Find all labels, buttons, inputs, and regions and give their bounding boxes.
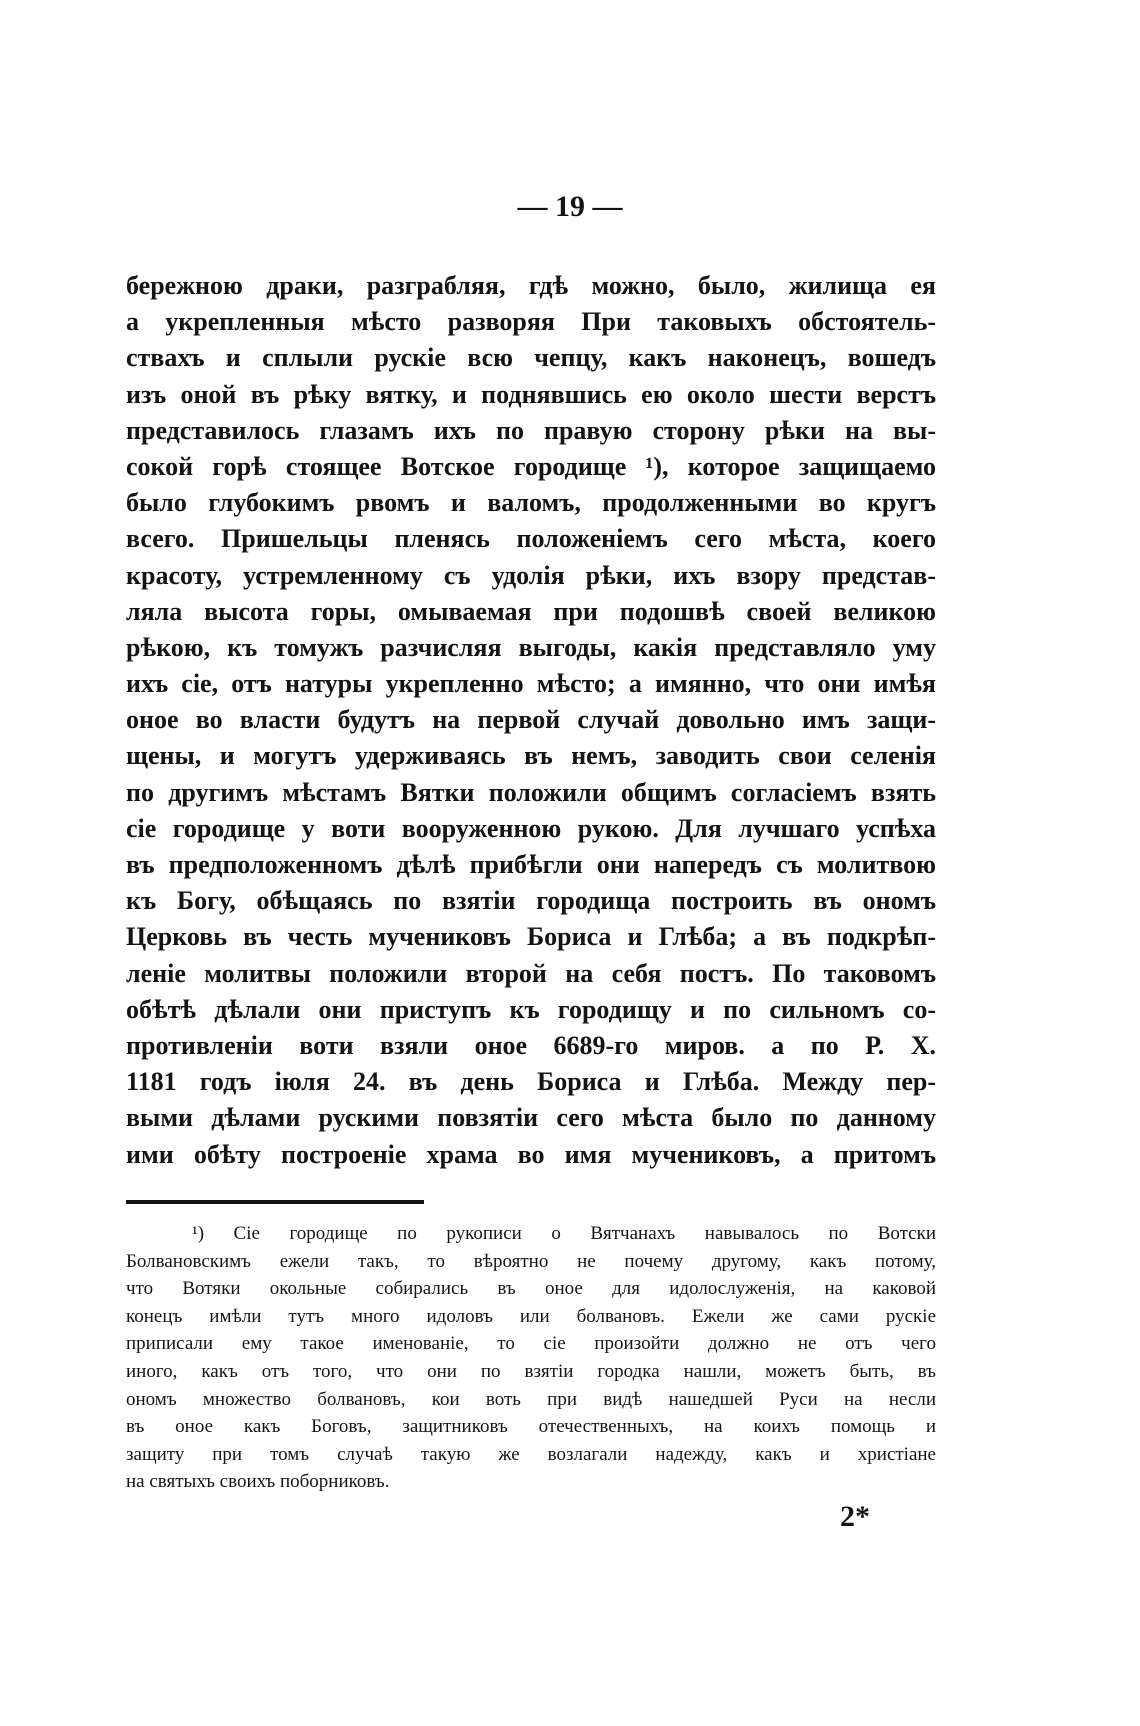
text-line: изъ оной въ рѣку вятку, и поднявшись ею около шести верстъ	[126, 379, 936, 409]
footnote-line: иного, какъ отъ того, что они по взятіи городка нашли, можетъ быть, въ	[126, 1360, 936, 1382]
text-line: по другимъ мѣстамъ Вятки положили общимъ согласіемъ взять	[126, 777, 936, 807]
footnote-line: на святыхъ своихъ поборниковъ.	[126, 1471, 390, 1493]
footnote-line: что Вотяки окольные собирались въ оное для идолослуженія, на каковой	[126, 1278, 936, 1300]
text-line: а укрепленныя мѣсто разворяя При таковыхъ обстоятель-	[126, 307, 936, 337]
text-line: представилось глазамъ ихъ по правую сторону рѣки на вы-	[126, 415, 936, 445]
text-line: щены, и могутъ удерживаясь въ немъ, заводить свои селенія	[126, 741, 936, 771]
footnote-line: въ оное какъ Боговъ, защитниковъ отечественныхъ, на коихъ помощь и	[126, 1416, 936, 1438]
text-line: всего. Пришельцы пленясь положеніемъ сего мѣста, коего	[126, 524, 936, 554]
text-line: въ предположенномъ дѣлѣ прибѣгли они напередъ съ молитвою	[126, 850, 936, 879]
text-line: леніе молитвы положили второй на себя постъ. По таковомъ	[126, 958, 936, 988]
text-line: ствахъ и сплыли рускіе всю чепцу, какъ наконецъ, вошедъ	[126, 343, 936, 373]
text-line: Церковь въ честь мучениковъ Бориса и Глѣба; а въ подкрѣп-	[126, 922, 936, 952]
signature-mark: 2*	[840, 1500, 870, 1533]
text-line: рѣкою, къ томужъ разчисляя выгоды, какія представляло уму	[126, 632, 936, 662]
text-line: было глубокимъ рвомъ и валомъ, продолженными во кругъ	[126, 488, 936, 518]
text-line: бережною драки, разграбляя, гдѣ можно, было, жилища ея	[126, 271, 936, 300]
footnote-divider	[126, 1200, 424, 1204]
footnote	[126, 1220, 936, 1496]
text-line: ляла высота горы, омываемая при подошвѣ своей великою	[126, 596, 936, 626]
text-line: выми дѣлами рускими повзятіи сего мѣста было по данному	[126, 1103, 936, 1133]
text-line: къ Богу, обѣщаясь по взятіи городища построить въ ономъ	[126, 886, 936, 916]
text-line: обѣтѣ дѣлали они приступъ къ городищу и по сильномъ со-	[126, 994, 936, 1024]
text-line: оное во власти будутъ на первой случай довольно имъ защи-	[126, 705, 936, 735]
text-line: ихъ сіе, отъ натуры укрепленно мѣсто; а имянно, что они имѣя	[126, 669, 936, 699]
text-line: ими обѣту построеніе храма во имя мучениковъ, а притомъ	[126, 1139, 936, 1169]
text-line: сіе городище у воти вооруженною рукою. Для лучшаго успѣха	[126, 813, 936, 843]
text-line: противленіи воти взяли оное 6689-го миров. а по Р. Х.	[126, 1030, 936, 1060]
footnote-line: ¹) Сіе городище по рукописи о Вятчанахъ навывалось по Вотски	[192, 1223, 936, 1244]
footnote-line: Болвановскимъ ежели такъ, то вѣроятно не почему другому, какъ потому,	[126, 1250, 936, 1272]
footnote-line: конецъ имѣли тутъ много идоловъ или болвановъ. Ежели же сами рускіе	[126, 1305, 936, 1327]
footnote-line: приписали ему такое именованіе, то сіе произойти должно не отъ чего	[126, 1333, 936, 1355]
page-number: — 19 —	[517, 190, 623, 223]
footnote-line: защиту при томъ случаѣ такую же возлагали надежду, какъ и христіане	[126, 1443, 936, 1465]
text-line: 1181 годъ іюля 24. въ день Бориса и Глѣба. Между пер-	[126, 1067, 936, 1097]
main-text	[126, 268, 936, 1173]
text-line: сокой горѣ стоящее Вотское городище ¹), которое защищаемо	[126, 451, 936, 481]
text-line: красоту, устремленному съ удолія рѣки, ихъ взору представ-	[126, 560, 936, 590]
footnote-line: ономъ множество болвановъ, кои воть при видѣ нашедшей Руси на несли	[126, 1388, 936, 1410]
